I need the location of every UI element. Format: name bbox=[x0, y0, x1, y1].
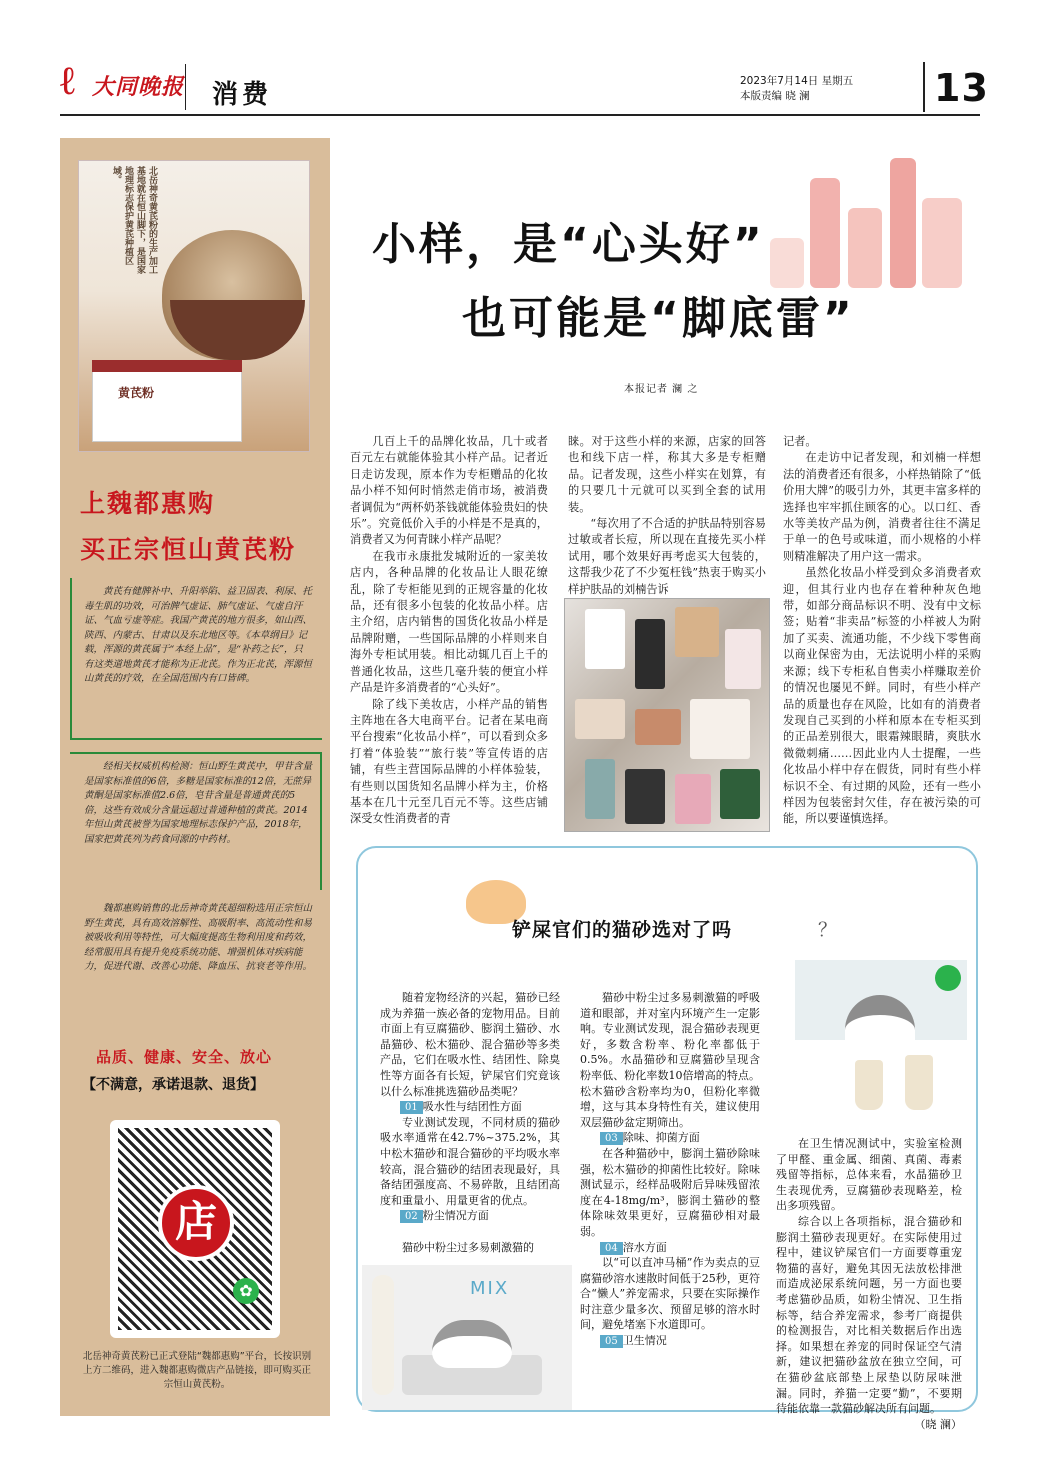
sachet-band bbox=[92, 360, 242, 372]
header-divider-right bbox=[923, 62, 925, 112]
page-editor: 本版责编 晓 澜 bbox=[740, 90, 810, 102]
bottle-shape bbox=[922, 198, 962, 288]
box-title-question-mark: ？ bbox=[818, 919, 838, 941]
box-column-1-tail bbox=[380, 1240, 560, 1256]
paragraph: 在走访中记者发现，和刘楠一样想法的消费者还有很多，小样热销除了“低价用大牌”的吸引力外，其更丰富多样的选择也牢牢抓住顾客的心。以口红、香水等美妆产品为例，消费者往往不满足于单一的色号或味道，而小规格的小样则精准解决了用户这一需求。 bbox=[783, 451, 981, 563]
paragraph: 以“可以直冲马桶”作为卖点的豆腐猫砂溶水速散时间低于25秒，更符合“懒人”养宠需求，只要在实际操作时注意少量多次、预留足够的溶水时间，避免堵塞下水道即可。 bbox=[580, 1256, 760, 1332]
article-column-3 bbox=[783, 434, 981, 828]
paragraph: 在各种猫砂中，膨润土猫砂除味强，松木猫砂的抑菌性比较好。除味测试显示，经样品吸附后异味残留浓度在4-18mg/m³，膨润土猫砂的整体除味效果更好，豆腐猫砂相对最弱。 bbox=[580, 1146, 760, 1238]
sample-pack bbox=[575, 699, 625, 739]
sample-pack bbox=[725, 629, 761, 689]
box-column-3 bbox=[776, 1136, 962, 1432]
flask-shape bbox=[905, 1055, 933, 1110]
ad-paragraph: 黄芪有健脾补中、升阳举陷、益卫固表、利尿、托毒生肌的功效，可治脾气虚证、肺气虚证、气虚自汗证、气血亏虚等症。我国产黄芪的地方很多，如山西、陕西、内蒙古、甘肃以及东北地区等。《本草纲目》记载，浑源的黄芪属于“本经上品”，是“补药之长”，只有这类道地黄芪才能称为正北芪。作为正北芪，浑源恒山黄芪的疗效，在全国范围内有口皆碑。 bbox=[84, 586, 313, 684]
sample-pack bbox=[675, 607, 719, 657]
header-rule bbox=[60, 114, 980, 116]
sample-pack bbox=[625, 769, 665, 824]
sample-pack bbox=[635, 619, 665, 689]
ad-guarantee: 【不满意，承诺退款、退货】 bbox=[82, 1077, 264, 1093]
litter-jar bbox=[372, 1275, 394, 1395]
store-badge-label: 店 bbox=[174, 1197, 217, 1246]
paragraph: 在卫生情况测试中，实验室检测了甲醛、重金属、细菌、真菌、毒素残留等指标，总体来看，水晶猫砂卫生表现优秀，豆腐猫砂表现略差，检出多项残留。 bbox=[776, 1137, 962, 1213]
ad-paragraph: 经相关权威机构检测：恒山野生黄芪中，甲苷含量是国家标准值的6倍，多糖是国家标准的12倍，无蔗异黄酮是国家标准值2.6倍，皂苷含量是普通黄芪的5倍，这些有效成分含量远超过普通种植的黄芪。2014年恒山黄芪被誉为国家地理标志保护产品，2018年，国家把黄芪列为药食同源的中药材。 bbox=[84, 761, 313, 845]
article-column-2 bbox=[568, 434, 766, 598]
section-number: 03 bbox=[600, 1132, 623, 1145]
box-column-1 bbox=[380, 990, 560, 1224]
section-heading: 溶水方面 bbox=[622, 1240, 667, 1254]
cat-shape bbox=[432, 1320, 512, 1368]
paragraph: 记者。 bbox=[783, 435, 817, 448]
mini-program-icon: ✿ bbox=[233, 1278, 259, 1304]
qr-caption: 北岳神奇黄芪粉已正式登陆“魏都惠购”平台，长按识别上方二维码，进入魏都惠购微店产品链接，即可购买正宗恒山黄芪粉。 bbox=[82, 1351, 312, 1390]
cosmetic-samples-photo bbox=[564, 598, 770, 832]
cat-in-litter-box-photo bbox=[362, 1265, 572, 1410]
cosmetics-bottles-image bbox=[760, 138, 970, 303]
paragraph: 专业测试发现，不同材质的猫砂吸水率通常在42.7%~375.2%，其中松木猫砂和混合猫砂的平均吸水率较高，混合猫砂的结团表现最好，具备结团强度高、不易碎散，且结团高度和重量小、用量更省的优点。 bbox=[380, 1115, 560, 1207]
cat-with-flasks-photo bbox=[795, 960, 967, 1120]
section-heading: 吸水性与结团性方面 bbox=[422, 1100, 522, 1114]
paragraph: 随着宠物经济的兴起，猫砂已经成为养猫一族必备的宠物用品。目前市面上有豆腐猫砂、膨润土猫砂、水晶猫砂、松木猫砂、混合猫砂等多类产品，它们在吸水性、结团性、除臭性等方面各有长短，铲屎官们究竟该以什么标准挑选猫砂品类呢？ bbox=[380, 991, 560, 1098]
section-number: 01 bbox=[400, 1101, 423, 1114]
bottle-shape bbox=[848, 208, 882, 288]
section-heading: 除味、抑菌方面 bbox=[622, 1131, 700, 1145]
sample-pack bbox=[585, 609, 625, 669]
cat-shape bbox=[845, 995, 915, 1050]
box-column-2 bbox=[580, 990, 760, 1349]
headline-line2: 也可能是“脚底雷” bbox=[462, 293, 855, 344]
ad-paragraph: 魏都惠购销售的北岳神奇黄芪超细粉选用正宗恒山野生黄芪，具有高效溶解性、高吸附率、高流动性和易被吸收利用等特性，可大幅度提高生物利用度和药效，经常服用具有提升免疫系统功能、增强机体对疾病能力，促进代谢、改善心功能、降血压、抗衰老等作用。 bbox=[84, 903, 313, 972]
bottle-shape bbox=[770, 238, 804, 288]
byline: 本报记者 澜 之 bbox=[624, 384, 699, 395]
paragraph: 睐。对于这些小样的来源，店家的回答也和线下店一样，称其大多是专柜赠品。记者发现，这些小样实在划算，有的只要几十元就可以买到全套的试用装。 bbox=[568, 435, 766, 514]
product-sachet-image bbox=[92, 360, 242, 442]
box-title: 铲屎官们的猫砂选对了吗 bbox=[512, 919, 733, 941]
ad-photo-caption: 北岳神奇黄芪粉的生产加工基地就在恒山脚下，是国家地理标志保护黄芪种植区域。 bbox=[111, 166, 157, 274]
paragraph: 猫砂中粉尘过多易刺激猫的呼吸道和眼部，并对室内环境产生一定影响。专业测试发现，混合猫砂表现更好，多数含粉率、粉化率都低于0.5%。水晶猫砂和豆腐猫砂呈现含粉率低、粉化率数10倍增高的特点。松木猫砂含粉率均为0，但粉化率微增，这与其本身特性有关，建议使用双层猫砂盆定期筛出。 bbox=[580, 991, 760, 1129]
paragraph: 综合以上各项指标，混合猫砂和膨润土猫砂表现更好。在实际使用过程中，建议铲屎官们一方面要尊重宠物猫的喜好，避免其因无法放松排泄而造成泌尿系统问题，另一方面也要考虑猫砂品质，如粉尘情况、卫生指标等，结合养宠需求，参考厂商提供的检测报告，对比相关数据后作出选择。如果想在养宠的同时保证空气清新，建议把猫砂盆放在独立空间，可在猫砂盆底部垫上尿垫以防尿味泄漏。同时，养猫一定要“勤”，不要期待能依靠一款猫砂解决所有问题。 bbox=[776, 1214, 962, 1416]
section-title: 消费 bbox=[212, 80, 273, 110]
section-heading: 粉尘情况方面 bbox=[422, 1209, 489, 1223]
paragraph: “每次用了不合适的护肤品特别容易过敏或者长痘，所以现在直接先买小样试用，哪个效果好再考虑买大包装的，这帮我少花了不少冤枉钱”热衷于购买小样护肤品的刘楠告诉 bbox=[568, 517, 766, 596]
paragraph: 在我市永康批发城附近的一家美妆店内，各种品牌的化妆品让人眼花缭乱，除了专柜能见到的正规容量的化妆品，还有很多小包装的化妆品小样。店主介绍，店内销售的国货化妆品小样是品牌附赠，一些国际品牌的小样则来自海外专柜试用装。相比动辄几百上千的普通化妆品，这些几毫升装的便宜小样产品是许多消费者的“心头好”。 bbox=[350, 549, 548, 695]
paragraph: 猫砂中粉尘过多易刺激猫的 bbox=[402, 1241, 534, 1254]
section-number: 02 bbox=[400, 1210, 423, 1223]
ad-title-line2: 买正宗恒山黄芪粉 bbox=[80, 535, 297, 564]
ad-title-line1: 上魏都惠购 bbox=[80, 489, 216, 518]
paragraph: 几百上千的品牌化妆品，几十或者百元左右就能体验其小样产品。记者近日走访发现，原本作为专柜赠品的化妆品小样不知何时悄然走俏市场，被消费者调侃为“两杯奶茶钱就能体验贵妇的快乐”。究竟低价入手的小样是不是真的，消费者又为何青睐小样产品呢？ bbox=[350, 435, 548, 547]
decorative-dot-icon bbox=[935, 965, 961, 991]
sample-pack bbox=[635, 709, 681, 745]
newspaper-name: 大同晚报 bbox=[92, 74, 185, 100]
article-column-1 bbox=[350, 434, 548, 828]
section-number: 05 bbox=[600, 1335, 623, 1348]
header-date-block bbox=[740, 74, 910, 104]
ad-slogan: 品质、健康、安全、放心 bbox=[96, 1048, 273, 1066]
section-heading: 卫生情况 bbox=[622, 1334, 667, 1348]
page-number: 13 bbox=[934, 66, 989, 110]
flask-shape bbox=[855, 1060, 883, 1110]
header-divider bbox=[185, 64, 186, 110]
bottle-shape bbox=[810, 178, 840, 288]
sample-pack bbox=[585, 759, 615, 819]
newspaper-logo-icon: ℓ bbox=[60, 57, 75, 104]
headline-line1: 小样，是“心头好” bbox=[372, 219, 765, 270]
sample-pack bbox=[690, 699, 750, 759]
bottle-shape bbox=[890, 158, 916, 288]
sachet-label: 黄芪粉 bbox=[118, 386, 155, 400]
paragraph: 除了线下美妆店，小样产品的销售主阵地在各大电商平台。记者在某电商平台搜索“化妆品小样”，可以看到众多打着“体验装”“旅行装”等宣传语的店铺，有些主营国际品牌的小样体验装，有些则以国货知名品牌小样为主，价格基本在几十元至几百元不等。这些店铺深受女性消费者的青 bbox=[350, 697, 548, 826]
sample-pack bbox=[675, 774, 711, 824]
product-brand-label: MIX bbox=[470, 1278, 510, 1299]
issue-date: 2023年7月14日 星期五 bbox=[740, 75, 854, 87]
section-number: 04 bbox=[600, 1242, 623, 1255]
sample-pack bbox=[720, 769, 760, 819]
paragraph: 虽然化妆品小样受到众多消费者欢迎，但其行业内也存在着种种灰色地带，如部分商品标识不明、没有中文标签；贴着“非卖品”标签的小样被人为附加了买卖、流通功能，不少线下零售商以商业保密为由，无法说明小样的采购来源；线下专柜私自售卖小样赚取差价的情况也屡见不鲜。同时，有些小样产品的质量也存在风险，比如有的消费者发现自己买到的小样和原本在专柜买到的正品差别很大，眼霜辣眼睛，爽肤水微微刺痛……因此业内人士提醒，一些化妆品小样中存在假货，同时有些小样标识不全、有过期的风险，还有一些小样因为包装密封欠佳，存在被污染的可能，所以要谨慎选择。 bbox=[783, 566, 981, 826]
signature: （晓 澜） bbox=[914, 1417, 962, 1431]
